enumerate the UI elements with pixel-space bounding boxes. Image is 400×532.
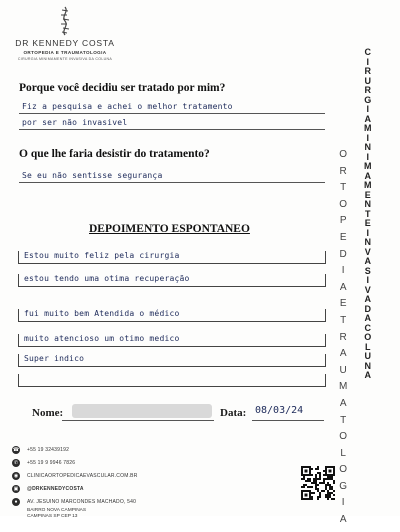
qr-module bbox=[307, 486, 309, 488]
qr-module bbox=[311, 468, 313, 470]
qr-module bbox=[319, 478, 321, 480]
qr-module bbox=[329, 492, 331, 494]
qr-module bbox=[321, 490, 323, 492]
side-text-outer-letter: R bbox=[364, 66, 371, 76]
side-text-inner-letter: P bbox=[339, 215, 347, 227]
qr-module bbox=[317, 490, 319, 492]
side-text-outer-letter: O bbox=[364, 332, 372, 342]
qr-module bbox=[317, 496, 319, 498]
location-icon: ● bbox=[12, 498, 20, 506]
side-text-outer-letter: I bbox=[366, 151, 369, 162]
qr-module bbox=[329, 486, 331, 488]
side-text-inner-letter: O bbox=[339, 149, 348, 160]
address-line: BAIRRO NOVA CAMPINAS bbox=[27, 508, 87, 513]
brand-subtitle: ORTOPEDIA E TRAUMATOLOGIA bbox=[23, 50, 107, 55]
qr-module bbox=[329, 494, 331, 496]
qr-module bbox=[311, 496, 313, 498]
side-text-outer-letter: U bbox=[364, 75, 371, 86]
qr-module bbox=[319, 496, 321, 498]
qr-module bbox=[323, 470, 325, 472]
side-text-inner-letter: A bbox=[339, 514, 347, 526]
spine-logo-icon bbox=[57, 6, 73, 36]
side-text-outer-letter: M bbox=[364, 180, 372, 190]
qr-module bbox=[311, 492, 313, 494]
side-text-inner-letter: T bbox=[340, 182, 347, 194]
qr-module bbox=[333, 480, 335, 482]
side-text-outer-letter: N bbox=[364, 142, 371, 152]
side-text-inner-letter: R bbox=[339, 165, 347, 177]
date-value: 08/03/24 bbox=[255, 405, 304, 416]
side-text-outer-letter: M bbox=[364, 123, 372, 133]
qr-module bbox=[327, 492, 329, 494]
side-text-inner-letter: O bbox=[339, 431, 348, 443]
side-text-outer-letter: C bbox=[364, 322, 371, 333]
qr-module bbox=[325, 494, 327, 496]
side-text-outer-letter: C bbox=[364, 47, 371, 57]
qr-module bbox=[333, 482, 335, 484]
qr-module bbox=[315, 482, 317, 484]
web-icon: ◉ bbox=[13, 472, 19, 479]
date-rule bbox=[252, 420, 324, 421]
qr-module bbox=[317, 484, 319, 486]
side-text-inner-letter: M bbox=[339, 381, 348, 393]
testimony-rule bbox=[18, 346, 326, 347]
side-text-inner-letter: R bbox=[339, 331, 347, 343]
qr-module bbox=[313, 478, 315, 480]
testimony-line: Estou muito feliz pela cirurgia bbox=[24, 251, 180, 260]
qr-module bbox=[329, 476, 331, 478]
qr-module bbox=[325, 478, 327, 480]
side-text-inner-letter: A bbox=[339, 397, 347, 409]
testimony-rule bbox=[18, 263, 326, 264]
side-text-outer-letter: M bbox=[364, 161, 372, 171]
side-text-outer-letter: N bbox=[364, 237, 371, 247]
qr-module bbox=[317, 478, 319, 480]
question-2: O que lhe faria desistir do tratamento? bbox=[19, 148, 210, 160]
contact-item bbox=[12, 469, 212, 482]
side-text-outer-letter: L bbox=[365, 341, 371, 352]
contact-list bbox=[12, 443, 212, 520]
qr-module bbox=[327, 476, 329, 478]
qr-module bbox=[327, 478, 329, 480]
qr-module bbox=[305, 494, 308, 497]
side-text-inner-letter: E bbox=[339, 231, 347, 243]
date-label: Data: bbox=[220, 407, 247, 419]
qr-module bbox=[333, 494, 335, 496]
qr-module bbox=[315, 468, 317, 470]
side-text-outer-letter: I bbox=[366, 56, 369, 67]
side-text-outer-letter: I bbox=[366, 275, 369, 285]
side-text-outer-letter: V bbox=[364, 284, 371, 295]
address-line: CAMPINAS SP CEP 13 bbox=[27, 514, 78, 519]
qr-module bbox=[319, 492, 321, 494]
qr-module bbox=[311, 486, 313, 488]
qr-module bbox=[311, 474, 313, 476]
name-rule bbox=[62, 420, 214, 421]
side-text-inner-letter: L bbox=[340, 447, 346, 459]
qr-module bbox=[323, 480, 325, 482]
answer-1-rule-2 bbox=[19, 129, 325, 130]
answer-1-line-2: por ser não invasivel bbox=[22, 118, 128, 127]
side-text-inner-letter: U bbox=[339, 364, 347, 376]
testimony-title: DEPOIMENTO ESPONTANEO bbox=[89, 223, 250, 235]
qr-module bbox=[315, 486, 317, 488]
qr-module bbox=[313, 492, 315, 494]
side-text-inner-letter: I bbox=[341, 497, 345, 509]
side-text-outer-letter: I bbox=[366, 104, 369, 114]
whatsapp-icon: ✆ bbox=[13, 459, 19, 466]
contact-text: AV. JESUINO MARCONDES MACHADO, 540 bbox=[27, 498, 137, 505]
side-text-outer-letter: T bbox=[365, 208, 371, 219]
qr-module bbox=[325, 486, 327, 488]
answer-2: Se eu não sentisse segurança bbox=[22, 171, 163, 180]
qr-module bbox=[319, 482, 321, 484]
qr-module bbox=[301, 478, 303, 480]
qr-module bbox=[329, 496, 331, 498]
side-text-outer-letter: I bbox=[366, 227, 369, 238]
side-text-outer-letter: A bbox=[364, 256, 371, 266]
qr-module bbox=[317, 488, 319, 490]
instagram-icon: ▣ bbox=[13, 485, 19, 492]
side-text-outer-letter: R bbox=[364, 85, 371, 95]
qr-code-icon bbox=[301, 466, 335, 500]
brand-subtitle-2: CIRURGIA MINIMAMENTE INVASIVA DA COLUNA bbox=[17, 57, 113, 61]
side-text-outer-letter: D bbox=[364, 303, 371, 314]
qr-module bbox=[315, 474, 317, 476]
qr-module bbox=[321, 482, 323, 484]
side-text-outer-letter: E bbox=[364, 189, 371, 200]
qr-module bbox=[323, 478, 325, 480]
qr-module bbox=[327, 496, 329, 498]
side-text-outer-letter: A bbox=[364, 370, 371, 380]
testimony-rule bbox=[18, 286, 326, 287]
qr-module bbox=[331, 488, 333, 490]
qr-module bbox=[303, 478, 305, 480]
testimony-line: muito atencioso um otimo medico bbox=[24, 334, 180, 343]
testimony-rule bbox=[18, 366, 326, 367]
qr-module bbox=[323, 482, 325, 484]
qr-module bbox=[303, 486, 305, 488]
qr-module bbox=[317, 498, 319, 500]
name-label: Nome: bbox=[32, 407, 64, 419]
qr-module bbox=[323, 490, 325, 492]
side-text-inner-letter: T bbox=[340, 314, 347, 326]
qr-module bbox=[329, 470, 332, 473]
clinic-logo bbox=[10, 6, 120, 61]
qr-module bbox=[319, 476, 321, 478]
qr-module bbox=[331, 492, 333, 494]
side-text-outer-letter: S bbox=[364, 265, 371, 276]
answer-2-rule bbox=[19, 182, 325, 183]
side-text-outer-letter: E bbox=[364, 218, 371, 228]
contact-text: CLINICAORTOPEDICAEVASCULAR.COM.BR bbox=[27, 472, 138, 479]
qr-module bbox=[331, 478, 333, 480]
contact-item bbox=[12, 443, 212, 456]
side-text-outer-letter: U bbox=[364, 351, 371, 361]
qr-module bbox=[317, 472, 319, 474]
side-text-outer bbox=[364, 48, 372, 381]
qr-module bbox=[313, 480, 315, 482]
qr-module bbox=[303, 484, 305, 486]
testimony-line: estou tendo uma otima recuperação bbox=[24, 274, 190, 283]
side-text-inner-letter: E bbox=[339, 298, 347, 310]
contact-item bbox=[12, 482, 212, 495]
contact-text: +55 19 32439192 bbox=[27, 446, 70, 453]
side-text-outer-letter: A bbox=[364, 313, 371, 323]
name-redacted bbox=[72, 404, 212, 418]
qr-module bbox=[331, 476, 333, 478]
side-text-outer-letter: V bbox=[364, 246, 371, 257]
contact-item bbox=[12, 456, 212, 469]
side-text-outer-letter: N bbox=[364, 199, 371, 209]
question-1: Porque você decidiu ser tratado por mim? bbox=[19, 82, 226, 94]
side-text-outer-letter: N bbox=[364, 360, 371, 371]
qr-module bbox=[303, 476, 305, 478]
qr-module bbox=[329, 484, 331, 486]
qr-module bbox=[309, 478, 311, 480]
testimony-rule bbox=[18, 386, 326, 387]
qr-module bbox=[327, 484, 329, 486]
qr-module bbox=[331, 498, 333, 500]
qr-module bbox=[315, 480, 317, 482]
side-text-inner bbox=[339, 150, 347, 532]
side-text-outer-letter: G bbox=[364, 94, 372, 105]
qr-module bbox=[317, 468, 319, 470]
qr-module bbox=[309, 480, 311, 482]
qr-module bbox=[329, 478, 331, 480]
qr-module bbox=[329, 488, 331, 490]
testimony-rule bbox=[18, 321, 326, 322]
contact-item bbox=[12, 495, 212, 508]
side-text-inner-letter: G bbox=[339, 480, 348, 492]
qr-module bbox=[327, 482, 329, 484]
testimony-line: Super indico bbox=[24, 354, 85, 363]
qr-module bbox=[305, 470, 308, 473]
testimony-line: fui muito bem Atendida o médico bbox=[24, 309, 180, 318]
qr-module bbox=[333, 490, 335, 492]
qr-module bbox=[305, 484, 307, 486]
qr-module bbox=[333, 498, 335, 500]
qr-module bbox=[319, 494, 321, 496]
qr-module bbox=[323, 474, 325, 476]
brand-name: DR KENNEDY COSTA bbox=[15, 38, 115, 48]
qr-module bbox=[315, 488, 317, 490]
answer-1-rule-1 bbox=[19, 113, 325, 114]
qr-module bbox=[313, 482, 315, 484]
side-text-inner-letter: D bbox=[339, 248, 347, 260]
phone-icon: ☎ bbox=[12, 446, 20, 453]
qr-module bbox=[319, 472, 321, 474]
qr-module bbox=[319, 474, 321, 476]
qr-module bbox=[307, 480, 309, 482]
side-text-inner-letter: O bbox=[339, 464, 348, 476]
side-text-inner-letter: A bbox=[339, 348, 347, 360]
side-text-inner-letter: O bbox=[339, 198, 348, 210]
qr-module bbox=[309, 486, 311, 488]
qr-module bbox=[327, 490, 329, 492]
side-text-inner-letter: I bbox=[341, 265, 345, 277]
qr-module bbox=[315, 484, 317, 486]
side-text-outer-letter: A bbox=[364, 113, 371, 124]
qr-module bbox=[327, 498, 329, 500]
qr-module bbox=[301, 486, 303, 488]
contact-text: +55 19 9 9946 7826 bbox=[27, 459, 76, 466]
qr-module bbox=[305, 480, 307, 482]
contact-text: @DRKENNEDYCOSTA bbox=[27, 485, 84, 492]
side-text-outer-letter: I bbox=[366, 132, 369, 143]
qr-module bbox=[315, 476, 317, 478]
side-text-inner-letter: A bbox=[339, 281, 347, 293]
side-text-outer-letter: A bbox=[364, 170, 371, 181]
qr-module bbox=[317, 466, 319, 468]
qr-module bbox=[327, 494, 329, 496]
qr-module bbox=[325, 488, 327, 490]
qr-module bbox=[325, 496, 327, 498]
qr-module bbox=[331, 486, 333, 488]
side-text-outer-letter: A bbox=[364, 294, 371, 304]
answer-1-line-1: Fiz a pesquisa e achei o melhor tratamento bbox=[22, 102, 233, 111]
qr-module bbox=[311, 482, 313, 484]
qr-module bbox=[311, 498, 313, 500]
qr-module bbox=[307, 478, 309, 480]
side-text-inner-letter: T bbox=[340, 414, 347, 426]
qr-module bbox=[325, 484, 327, 486]
qr-module bbox=[315, 478, 317, 480]
